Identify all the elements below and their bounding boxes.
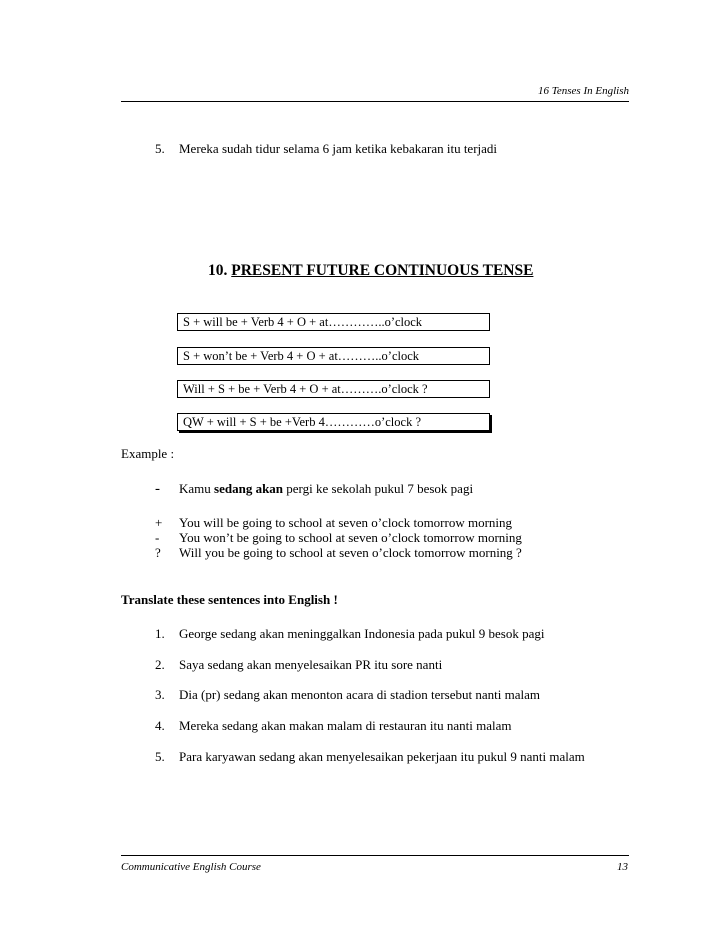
item-text: Para karyawan sedang akan menyelesaikan pekerjaan itu pukul 9 nanti malam (179, 749, 585, 764)
running-header: 16 Tenses In English (538, 85, 629, 97)
section-title-text: PRESENT FUTURE CONTINUOUS TENSE (231, 262, 534, 279)
example-symbol: + (155, 515, 163, 530)
item-text: Saya sedang akan menyelesaikan PR itu sore nanti (179, 657, 443, 672)
exercise-item (155, 687, 540, 703)
example-main-bold: sedang akan (214, 481, 284, 496)
footer-rule (121, 855, 629, 856)
formula-box-positive: S + will be + Verb 4 + O + at…………..o’clock (177, 313, 490, 331)
footer-course-title: Communicative English Course (121, 861, 261, 873)
example-line-negative (155, 530, 522, 546)
exercise-item (155, 718, 511, 734)
exercise-heading: Translate these sentences into English ! (121, 592, 338, 607)
item-number: 3. (155, 687, 165, 702)
example-main-symbol: - (155, 481, 160, 497)
example-main-post: pergi ke sekolah pukul 7 besok pagi (283, 481, 474, 496)
top-list-item (155, 141, 497, 157)
formula-box-negative: S + won’t be + Verb 4 + O + at………..o’clock (177, 347, 490, 365)
section-title (208, 262, 533, 280)
header-rule (121, 101, 629, 102)
item-text: George sedang akan meninggalkan Indonesia pada pukul 9 besok pagi (179, 626, 545, 641)
formula-box-question-word: QW + will + S + be +Verb 4…………o’clock ? (177, 413, 490, 431)
formula-box-interrogative: Will + S + be + Verb 4 + O + at……….o’clock ? (177, 380, 490, 398)
exercise-item (155, 749, 585, 765)
exercise-item (155, 626, 544, 642)
item-number: 2. (155, 657, 165, 672)
example-text: Will you be going to school at seven o’clock tomorrow morning ? (179, 545, 522, 560)
example-symbol: ? (155, 545, 161, 560)
item-text: Dia (pr) sedang akan menonton acara di stadion tersebut nanti malam (179, 687, 540, 702)
item-number: 5. (155, 141, 165, 156)
item-number: 1. (155, 626, 165, 641)
example-label: Example : (121, 446, 175, 461)
example-main-pre: Kamu (179, 481, 215, 496)
example-main (155, 481, 473, 498)
item-text: Mereka sedang akan makan malam di restauran itu nanti malam (179, 718, 512, 733)
example-text: You won’t be going to school at seven o’clock tomorrow morning (179, 530, 522, 545)
example-line-positive (155, 515, 512, 531)
page-number: 13 (617, 861, 628, 873)
example-symbol: - (155, 530, 160, 545)
item-number: 4. (155, 718, 165, 733)
example-line-question (155, 545, 522, 561)
example-text: You will be going to school at seven o’clock tomorrow morning (179, 515, 513, 530)
exercise-item (155, 657, 442, 673)
item-text: Mereka sudah tidur selama 6 jam ketika kebakaran itu terjadi (179, 141, 498, 156)
section-number: 10. (208, 262, 228, 279)
item-number: 5. (155, 749, 165, 764)
